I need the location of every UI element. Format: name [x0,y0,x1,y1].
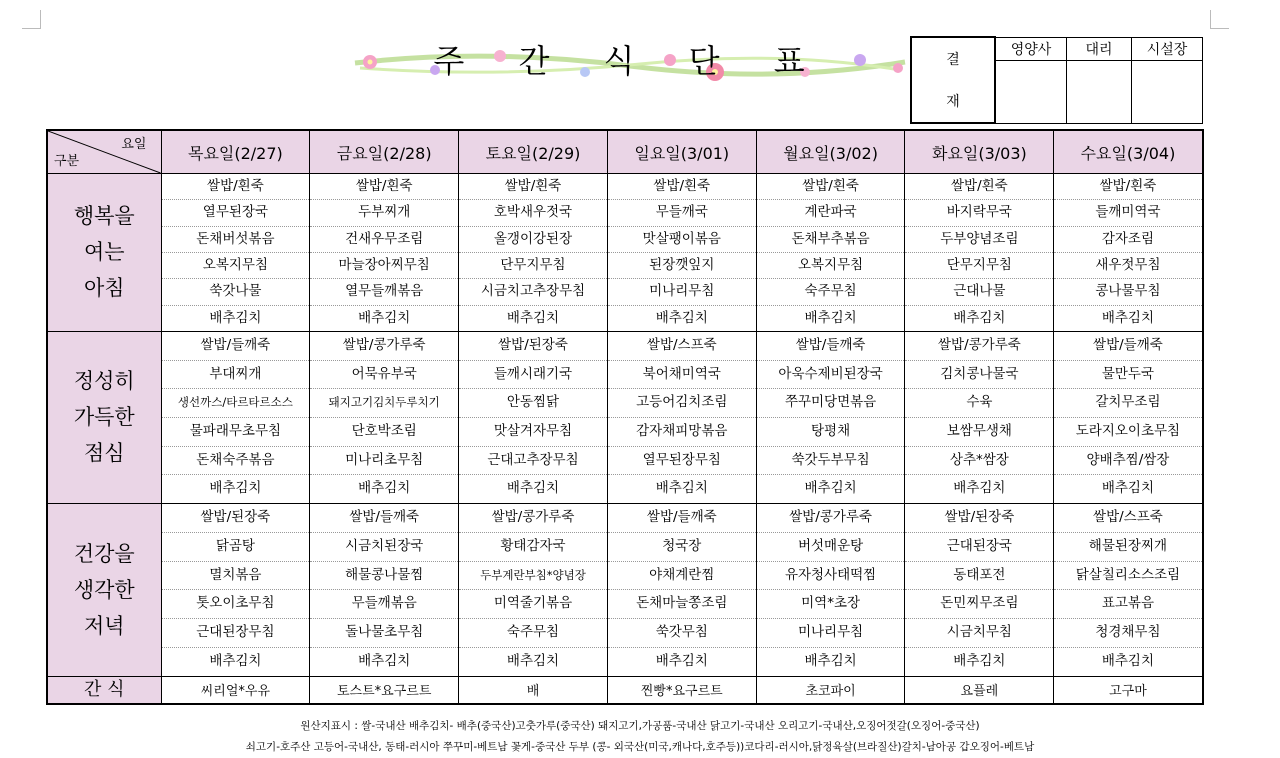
meal-label [47,331,161,503]
menu-item: 표고볶음 [1054,590,1201,619]
meal-label-line: 여는 [83,240,125,265]
menu-item: 쌀밥/된장죽 [459,332,607,361]
menu-item: 맛살겨자무침 [459,418,607,447]
menu-item: 닭곰탕 [162,533,310,562]
menu-item: 된장깻잎지 [608,253,756,279]
menu-item: 단호박조림 [310,418,458,447]
menu-item: 단무지무침 [459,253,607,279]
menu-item: 멸치볶음 [162,562,310,591]
menu-item: 쌀밥/콩가루죽 [757,504,905,533]
menu-item: 돈채버섯볶음 [162,227,310,253]
day-header: 토요일(2/29) [459,130,608,174]
menu-cell [1054,503,1203,676]
menu-item: 미나리무침 [608,279,756,305]
menu-cell [1054,174,1203,332]
menu-item: 배추김치 [506,480,560,497]
menu-item: 쌀밥/콩가루죽 [310,332,458,361]
menu-item: 도라지오이초무침 [1054,418,1201,447]
menu-item: 배추김치 [804,309,857,326]
menu-item: 배추김치 [655,653,708,670]
day-header: 수요일(3/04) [1054,130,1203,174]
menu-cell [607,174,756,332]
menu-cell [161,503,310,676]
menu-item: 배추김치 [1101,653,1155,670]
menu-item: 배추김치 [506,653,560,670]
menu-item: 배추김치 [209,653,262,670]
weekly-menu-table [46,129,1204,705]
menu-cell [607,503,756,676]
menu-item: 생선까스/타르타르소스 [162,389,310,418]
menu-item: 미역줄기볶음 [459,590,607,619]
menu-item: 양배추찜/쌈장 [1054,447,1201,476]
menu-item: 유자청사태떡찜 [757,562,905,591]
day-header: 월요일(3/02) [756,130,905,174]
menu-item: 올갱이강된장 [459,227,607,253]
menu-item: 김치콩나물국 [905,361,1053,390]
menu-item: 고등어김치조림 [608,389,756,418]
menu-item: 톳오이초무침 [162,590,310,619]
approval-role: 대리 [1067,37,1132,60]
menu-item: 물만두국 [1054,361,1201,390]
menu-item: 쌀밥/들깨죽 [608,504,756,533]
menu-item: 새우젓무침 [1054,253,1201,279]
day-header: 화요일(3/03) [905,130,1054,174]
approval-label-bottom: 재 [946,94,960,110]
menu-item: 배추김치 [1101,309,1155,326]
menu-item: 쌀밥/스프죽 [1054,504,1201,533]
menu-item: 배추김치 [655,480,708,497]
menu-cell [905,174,1054,332]
meal-label-line: 생각한 [73,577,135,602]
menu-item: 쌀밥/흰죽 [162,174,310,200]
menu-item: 감자조림 [1054,227,1201,253]
menu-cell [756,174,905,332]
menu-item: 호박새우젓국 [459,200,607,226]
menu-item: 쑥갓무침 [608,619,756,648]
menu-item: 미나리초무침 [310,447,458,476]
snack-cell: 찐빵*요구르트 [607,676,756,704]
menu-item: 들깨시래기국 [459,361,607,390]
menu-item: 숙주무침 [757,279,905,305]
origin-note-line: 쇠고기-호주산 고등어-국내산, 동태-러시아 쭈꾸미-베트남 꽃게-중국산 두부 (콩- 외국산(미국,캐나다,호주등))코다리-러시아,닭정육살(브라질산)갈치-남아공 갑오징어-베트남 [245,741,1035,753]
menu-item: 쌀밥/들깨죽 [1054,332,1201,361]
snack-cell: 고구마 [1054,676,1203,704]
menu-item: 상추*쌈장 [905,447,1053,476]
menu-item: 배추김치 [804,480,857,497]
menu-item: 어묵유부국 [310,361,458,390]
menu-item: 열무들깨볶음 [310,279,458,305]
menu-item: 배추김치 [953,309,1006,326]
page-corner-mark [1210,10,1229,29]
menu-cell [756,503,905,676]
menu-item: 쌀밥/흰죽 [905,174,1053,200]
menu-item: 배추김치 [209,480,262,497]
menu-cell [459,503,608,676]
meal-label-line: 점심 [83,441,125,466]
menu-item: 미역*초장 [757,590,905,619]
menu-item: 아욱수제비된장국 [757,361,905,390]
menu-item: 쌀밥/된장죽 [162,504,310,533]
menu-item: 시금치고추장무침 [459,279,607,305]
menu-item: 쌀밥/콩가루죽 [905,332,1053,361]
menu-item: 쌀밥/흰죽 [310,174,458,200]
menu-item: 오복지무침 [162,253,310,279]
snack-cell: 요플레 [905,676,1054,704]
menu-cell [161,174,310,332]
corner-category-label: 구분 [54,154,80,169]
menu-item: 해물된장찌개 [1054,533,1201,562]
menu-item: 청경채무침 [1054,619,1201,648]
menu-item: 들깨미역국 [1054,200,1201,226]
menu-item: 돈민찌무조림 [905,590,1053,619]
meal-label-line: 정성히 [73,369,135,394]
menu-item: 보쌈무생채 [905,418,1053,447]
meal-label-line: 행복을 [73,204,135,229]
menu-cell [1054,331,1203,503]
meal-label [47,503,161,676]
menu-cell [310,174,459,332]
snack-label: 간 식 [47,676,161,704]
menu-item: 감자채피망볶음 [608,418,756,447]
menu-item: 돈채숙주볶음 [162,447,310,476]
page-title: 주 간 식 단 표 [433,42,827,80]
snack-cell: 씨리얼*우유 [161,676,310,704]
menu-item: 쌀밥/흰죽 [1054,174,1201,200]
meal-label-line: 아침 [83,276,125,301]
menu-item: 쌀밥/된장죽 [905,504,1053,533]
menu-item: 열무된장국 [162,200,310,226]
menu-cell [607,331,756,503]
meal-label-line: 건강을 [73,541,135,566]
menu-item: 갈치무조림 [1054,389,1201,418]
menu-item: 쌀밥/들깨죽 [162,332,310,361]
meal-row [47,331,1203,503]
meal-label-line: 저녁 [83,613,125,638]
menu-item: 근대고추장무침 [459,447,607,476]
day-header: 일요일(3/01) [607,130,756,174]
menu-item: 맛살팽이볶음 [608,227,756,253]
approval-sign-cell[interactable] [1132,60,1203,123]
menu-item: 배추김치 [209,309,262,326]
menu-item: 돼지고기김치두루치기 [310,389,458,418]
snack-cell: 토스트*요구르트 [310,676,459,704]
menu-item: 시금치된장국 [310,533,458,562]
meal-label-line: 가득한 [73,405,135,430]
menu-item: 건새우무조림 [310,227,458,253]
menu-item: 오복지무침 [757,253,905,279]
menu-cell [459,174,608,332]
menu-item: 배추김치 [358,309,411,326]
menu-item: 근대된장국 [905,533,1053,562]
menu-item: 쌀밥/콩가루죽 [459,504,607,533]
menu-item: 야채계란찜 [608,562,756,591]
approval-role: 영양사 [995,37,1067,60]
title-area [350,28,910,88]
menu-item: 닭살칠리소스조림 [1054,562,1201,591]
menu-item: 쑥갓두부무침 [757,447,905,476]
corner-day-label: 요일 [121,137,147,152]
meal-row [47,503,1203,676]
snack-row [47,676,1203,704]
menu-item: 숙주무침 [459,619,607,648]
menu-item: 근대된장무침 [162,619,310,648]
menu-item: 쌀밥/흰죽 [757,174,905,200]
menu-item: 부대찌개 [162,361,310,390]
menu-item: 물파래무초무침 [162,418,310,447]
menu-item: 무들깨볶음 [310,590,458,619]
menu-item: 배추김치 [953,480,1006,497]
menu-item: 무들깨국 [608,200,756,226]
approval-box [910,36,1203,124]
menu-item: 단무지무침 [905,253,1053,279]
menu-item: 쌀밥/흰죽 [459,174,607,200]
menu-item: 배추김치 [953,653,1006,670]
menu-item: 배추김치 [804,653,857,670]
menu-item: 쌀밥/흰죽 [608,174,756,200]
menu-item: 시금치무침 [905,619,1053,648]
menu-item: 배추김치 [358,653,411,670]
menu-item: 돈채마늘쫑조림 [608,590,756,619]
menu-cell [161,331,310,503]
menu-cell [310,331,459,503]
day-header: 목요일(2/27) [161,130,310,174]
menu-item: 북어채미역국 [608,361,756,390]
menu-item: 돌나물초무침 [310,619,458,648]
menu-item: 배추김치 [506,309,560,326]
origin-notes [0,716,1280,758]
page-corner-mark [22,10,41,29]
menu-cell [756,331,905,503]
menu-item: 미나리무침 [757,619,905,648]
menu-item: 쭈꾸미당면볶음 [757,389,905,418]
menu-item: 마늘장아찌무침 [310,253,458,279]
menu-item: 버섯매운탕 [757,533,905,562]
menu-item: 쌀밥/들깨죽 [310,504,458,533]
menu-item: 동태포전 [905,562,1053,591]
menu-item: 쌀밥/스프죽 [608,332,756,361]
menu-cell [905,331,1054,503]
menu-item: 근대나물 [905,279,1053,305]
snack-cell: 초코파이 [756,676,905,704]
menu-item: 해물콩나물찜 [310,562,458,591]
corner-header [47,130,161,174]
menu-item: 쑥갓나물 [162,279,310,305]
menu-item: 탕평채 [757,418,905,447]
menu-item: 두부계란부침*양념장 [459,562,607,591]
menu-cell [459,331,608,503]
menu-item: 배추김치 [655,309,708,326]
menu-item: 수육 [905,389,1053,418]
menu-item: 쌀밥/들깨죽 [757,332,905,361]
approval-sign-cell[interactable] [1067,60,1132,123]
menu-cell [310,503,459,676]
day-header: 금요일(2/28) [310,130,459,174]
approval-label-top: 결 [946,52,960,68]
menu-item: 배추김치 [1101,480,1155,497]
menu-item: 두부찌개 [310,200,458,226]
menu-item: 계란파국 [757,200,905,226]
menu-item: 청국장 [608,533,756,562]
meal-row [47,174,1203,332]
menu-item: 두부양념조림 [905,227,1053,253]
menu-cell [905,503,1054,676]
menu-item: 열무된장무침 [608,447,756,476]
meal-label [47,174,161,332]
menu-item: 바지락무국 [905,200,1053,226]
origin-note-line: 원산지표시 : 쌀-국내산 배추김치- 배추(중국산)고춧가루(중국산) 돼지고기,가공품-국내산 닭고기-국내산 오리고기-국내산,오징어젓갈(오징어-중국산) [300,720,980,732]
approval-label [911,37,995,123]
approval-role: 시설장 [1132,37,1203,60]
snack-cell: 배 [459,676,608,704]
menu-item: 황태감자국 [459,533,607,562]
menu-item: 콩나물무침 [1054,279,1201,305]
menu-item: 돈채부추볶음 [757,227,905,253]
menu-item: 배추김치 [358,480,411,497]
menu-item: 안동찜닭 [459,389,607,418]
approval-sign-cell[interactable] [995,60,1067,123]
